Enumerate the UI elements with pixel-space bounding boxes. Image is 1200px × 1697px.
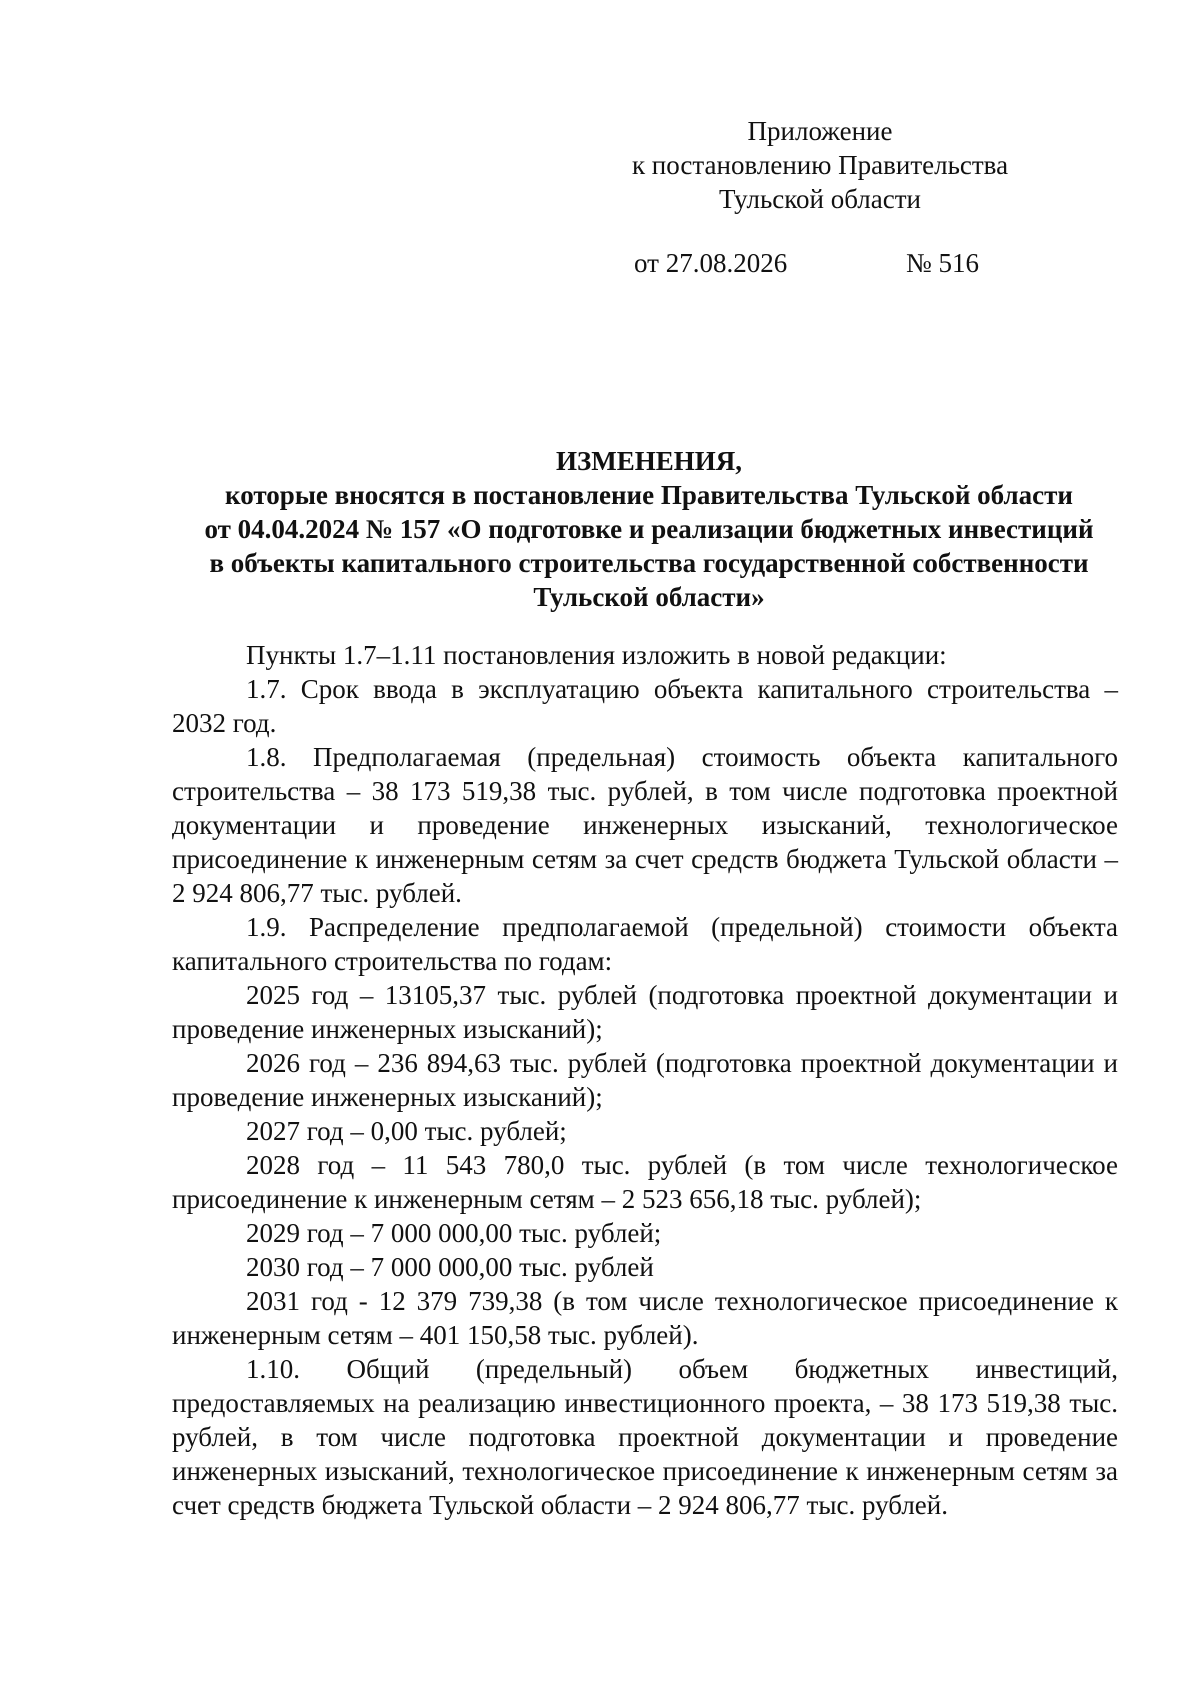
year-2029-item: 2029 год – 7 000 000,00 тыс. рублей;: [246, 1218, 662, 1248]
year-2026-item: 2026 год – 236 894,63 тыс. рублей (подготовка проектной документации и проведение инженерных изысканий);: [172, 1048, 1118, 1112]
year-2028-item: 2028 год – 11 543 780,0 тыс. рублей (в том числе технологическое присоединение к инженерным сетям – 2 523 656,18 тыс. рублей);: [172, 1150, 1118, 1214]
year-2031-item: 2031 год - 12 379 739,38 (в том числе технологическое присоединение к инженерным сетям – 401 150,58 тыс. рублей).: [172, 1286, 1118, 1350]
clause-1-7: 1.7. Срок ввода в эксплуатацию объекта капитального строительства – 2032 год.: [172, 674, 1118, 738]
heading-line: в объекты капитального строительства государственной собственности: [209, 548, 1089, 578]
year-2027-item: 2027 год – 0,00 тыс. рублей;: [246, 1116, 567, 1146]
document-body: [172, 638, 1118, 1522]
heading-line: Тульской области»: [533, 582, 765, 612]
year-2025-item: 2025 год – 13105,37 тыс. рублей (подготовка проектной документации и проведение инженерных изысканий);: [172, 980, 1118, 1044]
heading-title: ИЗМЕНЕНИЯ,: [555, 446, 742, 476]
annex-title: Приложение: [747, 116, 893, 146]
heading-line: от 04.04.2024 № 157 «О подготовке и реализации бюджетных инвестиций: [204, 514, 1094, 544]
clause-1-10: 1.10. Общий (предельный) объем бюджетных инвестиций, предоставляемых на реализацию инвестиционного проекта, – 38 173 519,38 тыс. рублей, в том числе подготовка проектной документации и проведение инженерных изысканий, технологическое присоединение к инженерным сетям за счет средств бюджета Тульской области – 2 924 806,77 тыс. рублей.: [172, 1354, 1118, 1520]
clause-1-9: 1.9. Распределение предполагаемой (предельной) стоимости объекта капитального строительства по годам:: [172, 912, 1118, 976]
annex-region: Тульской области: [719, 184, 921, 214]
clause-1-8: 1.8. Предполагаемая (предельная) стоимость объекта капитального строительства – 38 173 519,38 тыс. рублей, в том числе подготовка проектной документации и проведение инженерных изысканий, технологическое присоединение к инженерным сетям за счет средств бюджета Тульской области – 2 924 806,77 тыс. рублей.: [172, 742, 1118, 908]
document-heading: [166, 444, 1132, 614]
annex-date: от 27.08.2026: [634, 248, 788, 278]
annex-subtitle: к постановлению Правительства: [631, 150, 1009, 180]
intro-paragraph: Пункты 1.7–1.11 постановления изложить в новой редакции:: [246, 640, 947, 670]
annex-number: № 516: [906, 248, 980, 278]
heading-line: которые вносятся в постановление Правительства Тульской области: [225, 480, 1073, 510]
year-2030-item: 2030 год – 7 000 000,00 тыс. рублей: [246, 1252, 654, 1282]
